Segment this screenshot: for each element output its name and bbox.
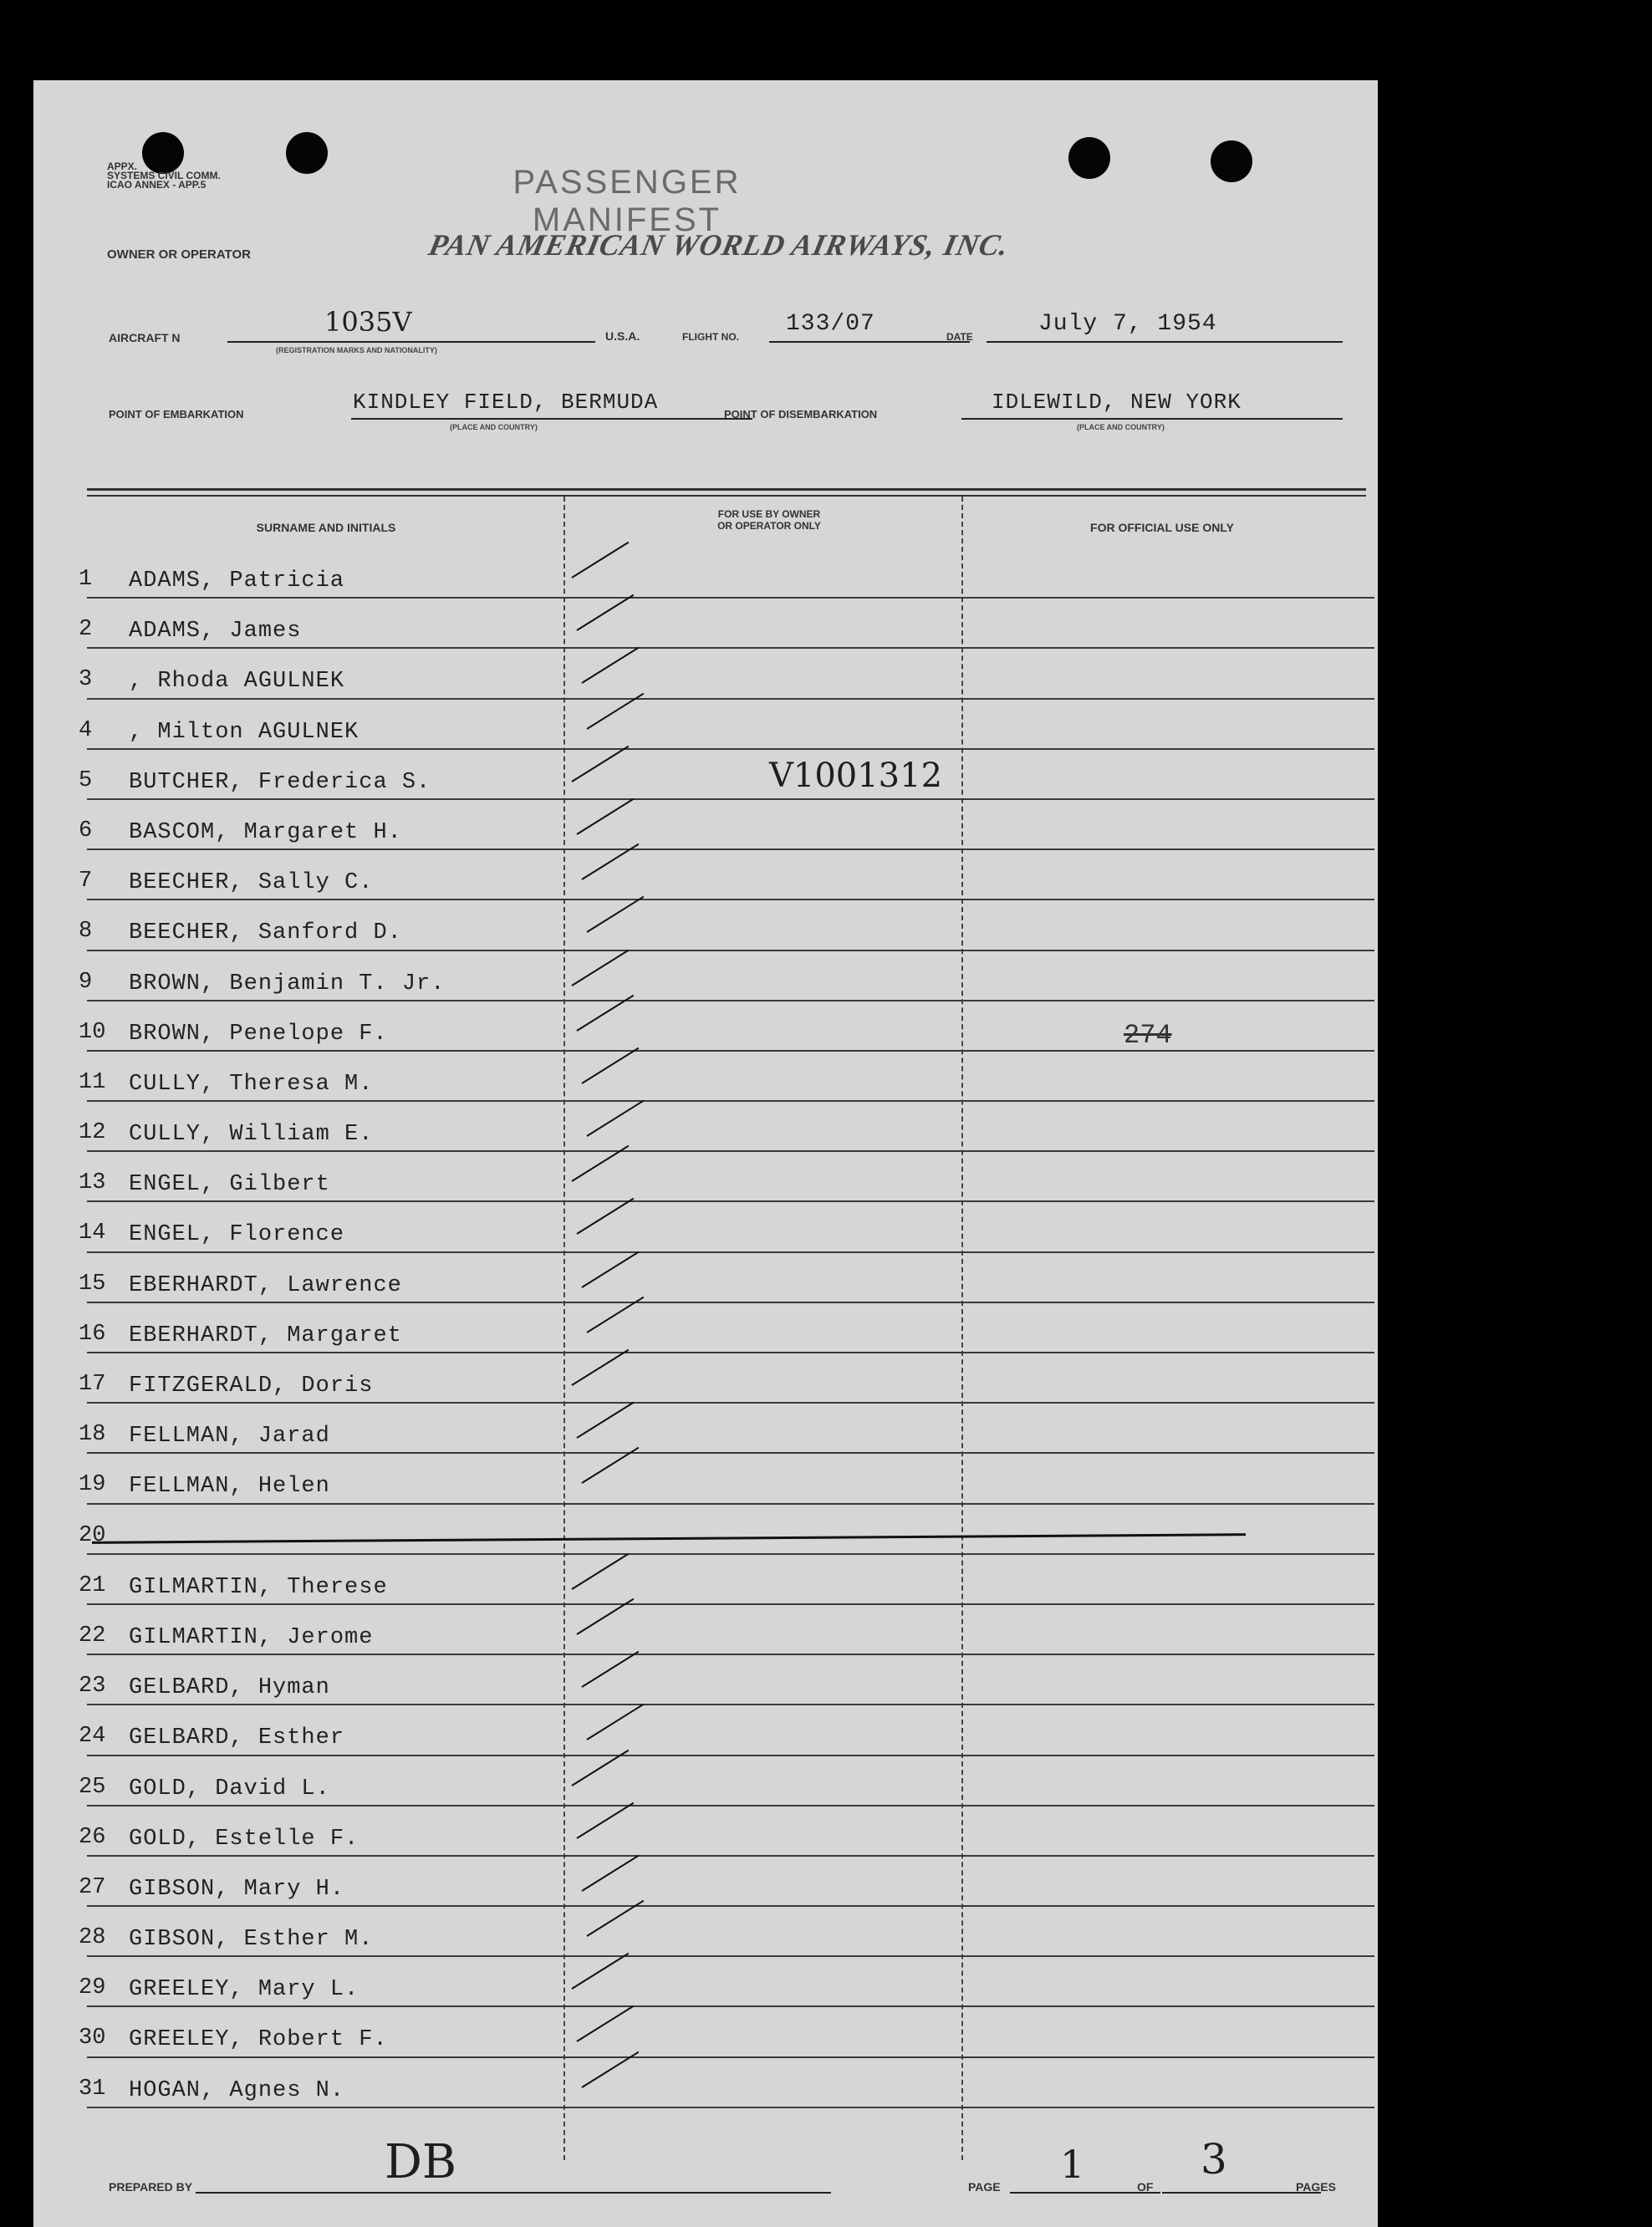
table-row	[79, 2058, 1374, 2108]
table-row	[79, 599, 1374, 649]
owner-use-entry: V1001312	[769, 756, 943, 795]
embarkation-caption: (PLACE AND COUNTRY)	[450, 423, 538, 431]
row-number: 21	[79, 1572, 106, 1598]
table-row	[79, 1907, 1374, 1957]
table-row	[79, 1555, 1374, 1605]
table-row	[79, 700, 1374, 750]
date-value: July 7, 1954	[1038, 311, 1217, 337]
passenger-name: ADAMS, James	[129, 619, 302, 645]
check-mark-icon	[571, 542, 629, 578]
table-row	[79, 1202, 1374, 1252]
disembarkation-caption: (PLACE AND COUNTRY)	[1077, 423, 1165, 431]
flight-underline	[769, 341, 970, 343]
row-number: 28	[79, 1925, 106, 1951]
page-title: PASSENGER MANIFEST	[512, 164, 742, 238]
check-mark-icon	[581, 1251, 639, 1287]
table-row	[79, 1705, 1374, 1756]
passenger-name: ADAMS, Patricia	[129, 568, 345, 594]
passenger-name: EBERHARDT, Lawrence	[129, 1272, 402, 1298]
row-number: 1	[79, 567, 93, 592]
passenger-list	[33, 548, 1378, 2108]
row-number: 5	[79, 767, 93, 793]
embarkation-value: KINDLEY FIELD, BERMUDA	[353, 390, 659, 415]
table-row	[79, 1303, 1374, 1353]
passenger-name: GREELEY, Robert F.	[129, 2027, 388, 2053]
disembarkation-label: POINT OF DISEMBARKATION	[724, 408, 878, 420]
passenger-name: GILMARTIN, Jerome	[129, 1624, 374, 1650]
passenger-name: BASCOM, Margaret H.	[129, 819, 402, 845]
row-number: 16	[79, 1321, 106, 1347]
passenger-name: GELBARD, Hyman	[129, 1675, 330, 1701]
passenger-name: CULLY, William E.	[129, 1122, 374, 1148]
row-number: 23	[79, 1674, 106, 1700]
row-number: 7	[79, 869, 93, 894]
punch-hole	[1211, 140, 1252, 182]
row-number: 12	[79, 1120, 106, 1146]
table-row	[79, 1404, 1374, 1454]
aircraft-label: AIRCRAFT N	[109, 331, 181, 344]
table-row	[79, 900, 1374, 950]
row-number: 19	[79, 1472, 106, 1498]
row-number: 27	[79, 1874, 106, 1900]
row-number: 6	[79, 818, 93, 843]
owner-label: OWNER OR OPERATOR	[107, 247, 251, 262]
table-row	[79, 1001, 1374, 1052]
row-number: 30	[79, 2026, 106, 2051]
table-row	[79, 2007, 1374, 2057]
table-row	[79, 1505, 1374, 1555]
embarkation-underline	[351, 418, 752, 420]
row-number: 14	[79, 1221, 106, 1246]
official-use-entry: 274	[1124, 1019, 1172, 1051]
table-row	[79, 1756, 1374, 1807]
table-row	[79, 1253, 1374, 1303]
row-number: 10	[79, 1019, 106, 1045]
check-mark-icon	[576, 2005, 634, 2042]
passenger-name: GOLD, Estelle F.	[129, 1826, 359, 1852]
aircraft-value: 1035V	[324, 306, 412, 338]
passenger-name: , Rhoda AGULNEK	[129, 669, 345, 695]
check-mark-icon	[576, 798, 634, 835]
punch-hole	[1068, 137, 1110, 179]
row-number: 24	[79, 1724, 106, 1750]
form-code: APPX. SYSTEMS CIVIL COMM. ICAO ANNEX - APP.5	[107, 161, 221, 191]
row-number: 2	[79, 617, 93, 643]
check-mark-icon	[571, 1553, 629, 1590]
surname-column-header: SURNAME AND INITIALS	[256, 521, 396, 534]
passenger-name: CULLY, Theresa M.	[129, 1071, 374, 1097]
embarkation-label: POINT OF EMBARKATION	[109, 408, 244, 420]
passenger-name: FITZGERALD, Doris	[129, 1373, 374, 1399]
check-mark-icon	[581, 1855, 639, 1892]
usa-label: U.S.A.	[605, 329, 640, 343]
punch-hole	[286, 132, 328, 174]
check-mark-icon	[586, 1100, 644, 1137]
table-row	[79, 1102, 1374, 1152]
check-mark-icon	[571, 949, 629, 986]
table-row	[79, 1454, 1374, 1504]
table-row	[79, 1052, 1374, 1102]
prepared-by-value: DB	[385, 2135, 457, 2189]
passenger-name: HOGAN, Agnes N.	[129, 2077, 345, 2103]
row-number: 25	[79, 1774, 106, 1800]
passenger-name: BROWN, Benjamin T. Jr.	[129, 971, 446, 996]
of-label: OF	[1137, 2180, 1154, 2194]
table-row	[79, 1857, 1374, 1907]
date-underline	[987, 341, 1343, 343]
passenger-name: GIBSON, Mary H.	[129, 1876, 345, 1902]
owner-use-column-header: FOR USE BY OWNER OR OPERATOR ONLY	[717, 508, 821, 532]
official-use-column-header: FOR OFFICIAL USE ONLY	[1090, 521, 1234, 534]
table-row	[79, 1957, 1374, 2007]
page-value: 1	[1060, 2142, 1085, 2187]
passenger-name: FELLMAN, Jarad	[129, 1424, 330, 1450]
row-number: 17	[79, 1372, 106, 1397]
passenger-name: BEECHER, Sanford D.	[129, 920, 402, 946]
manifest-page	[33, 80, 1378, 2227]
table-row	[79, 850, 1374, 900]
table-row	[79, 1655, 1374, 1705]
table-row	[79, 548, 1374, 599]
date-label: DATE	[946, 331, 973, 343]
disembarkation-underline	[961, 418, 1343, 420]
check-mark-icon	[576, 1801, 634, 1838]
check-mark-icon	[586, 896, 644, 933]
check-mark-icon	[581, 1651, 639, 1688]
passenger-name: FELLMAN, Helen	[129, 1474, 330, 1500]
check-mark-icon	[571, 1953, 629, 1990]
table-row	[79, 951, 1374, 1001]
row-number: 31	[79, 2076, 106, 2102]
table-rule	[87, 488, 1366, 491]
row-number: 8	[79, 919, 93, 945]
pages-label: PAGES	[1296, 2180, 1336, 2194]
prepared-by-underline	[196, 2192, 831, 2194]
check-mark-icon	[576, 594, 634, 631]
check-mark-icon	[576, 1402, 634, 1439]
check-mark-icon	[571, 1349, 629, 1386]
passenger-name: GOLD, David L.	[129, 1776, 330, 1801]
passenger-name: GIBSON, Esther M.	[129, 1927, 374, 1953]
aircraft-underline	[227, 341, 595, 343]
passenger-name: ENGEL, Florence	[129, 1222, 345, 1248]
passenger-name: GREELEY, Mary L.	[129, 1977, 359, 2003]
table-row	[79, 750, 1374, 800]
table-row	[79, 1807, 1374, 1857]
table-rule	[87, 495, 1366, 497]
row-number: 18	[79, 1422, 106, 1448]
check-mark-icon	[581, 1047, 639, 1084]
passenger-name: , Milton AGULNEK	[129, 719, 359, 745]
table-row	[79, 649, 1374, 699]
passenger-name: BROWN, Penelope F.	[129, 1021, 388, 1047]
check-mark-icon	[581, 647, 639, 684]
of-value: 3	[1201, 2135, 1227, 2184]
passenger-name: BEECHER, Sally C.	[129, 870, 374, 896]
prepared-by-label: PREPARED BY	[109, 2180, 193, 2194]
row-number: 22	[79, 1623, 106, 1649]
row-number: 26	[79, 1824, 106, 1850]
check-mark-icon	[586, 1704, 644, 1740]
passenger-name: ENGEL, Gilbert	[129, 1172, 330, 1198]
page-label: PAGE	[968, 2180, 1001, 2194]
disembarkation-value: IDLEWILD, NEW YORK	[992, 390, 1242, 415]
passenger-name: GELBARD, Esther	[129, 1725, 345, 1751]
row-number: 13	[79, 1170, 106, 1196]
flight-label: FLIGHT NO.	[682, 331, 739, 343]
check-mark-icon	[571, 746, 629, 782]
row-number: 11	[79, 1069, 106, 1095]
passenger-name: BUTCHER, Frederica S.	[129, 769, 431, 795]
flight-value: 133/07	[786, 311, 875, 337]
table-row	[79, 1353, 1374, 1404]
airline-name: PAN AMERICAN WORLD AIRWAYS, INC.	[426, 228, 1012, 262]
passenger-name: GILMARTIN, Therese	[129, 1574, 388, 1600]
row-number: 9	[79, 969, 93, 995]
table-row	[79, 800, 1374, 850]
check-mark-icon	[576, 1198, 634, 1235]
row-number: 4	[79, 717, 93, 743]
table-row	[79, 1152, 1374, 1202]
registration-caption: (REGISTRATION MARKS AND NATIONALITY)	[276, 346, 437, 354]
row-number: 29	[79, 1975, 106, 2001]
row-number: 20	[79, 1522, 106, 1548]
row-number: 3	[79, 667, 93, 693]
table-row	[79, 1605, 1374, 1655]
passenger-name: EBERHARDT, Margaret	[129, 1322, 402, 1348]
row-number: 15	[79, 1271, 106, 1297]
